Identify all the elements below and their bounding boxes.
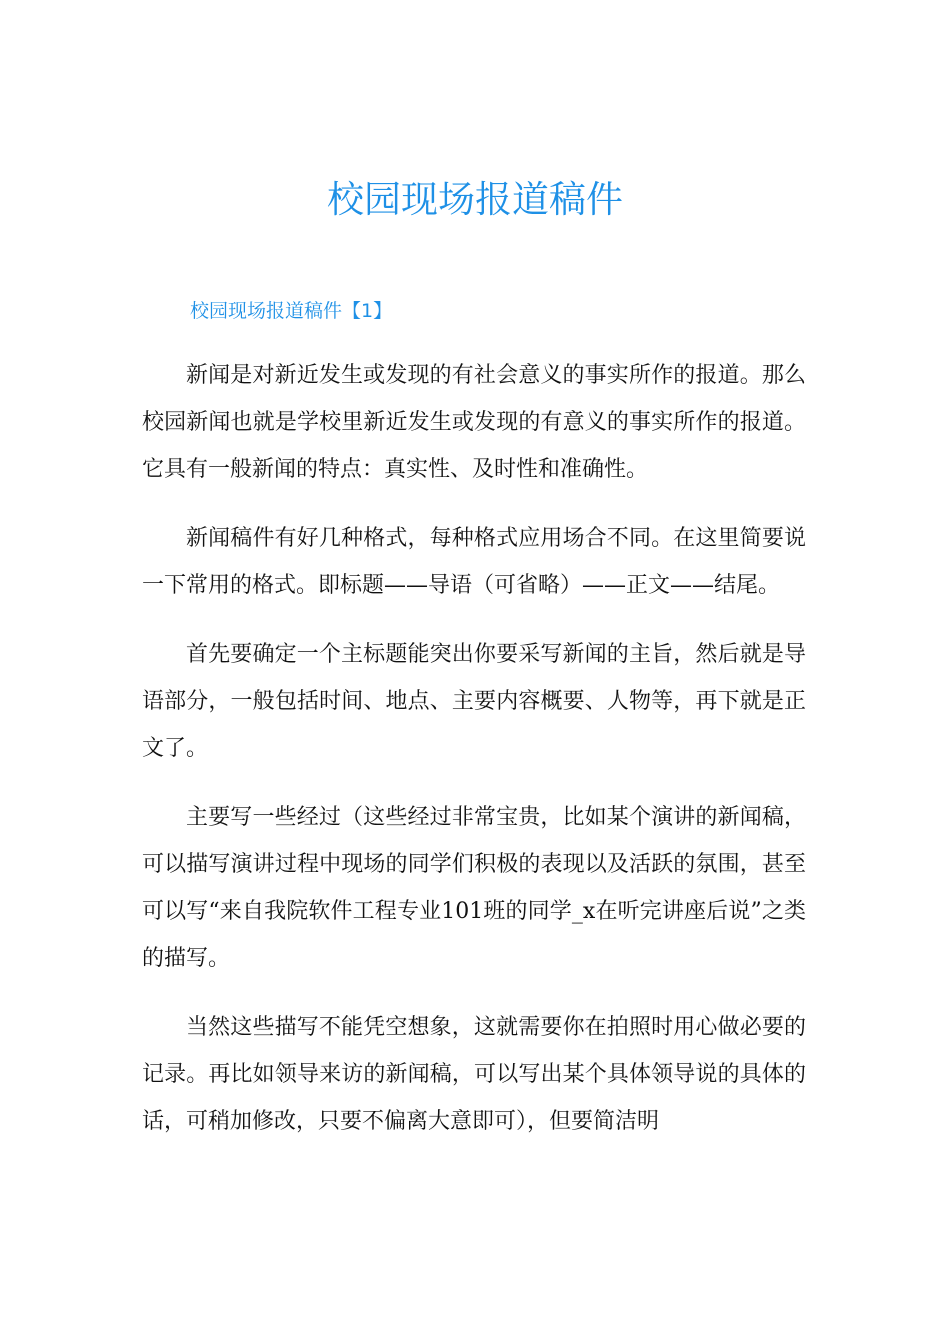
document-title: 校园现场报道稿件 bbox=[327, 178, 623, 221]
paragraph: 新闻是对新近发生或发现的有社会意义的事实所作的报道。那么校园新闻也就是学校里新近发生或发现的有意义的事实所作的报道。它具有一般新闻的特点：真实性、及时性和准确性。 bbox=[142, 363, 806, 482]
paragraph: 新闻稿件有好几种格式，每种格式应用场合不同。在这里简要说一下常用的格式。即标题——导语（可省略）——正文——结尾。 bbox=[142, 526, 806, 598]
paragraph: 主要写一些经过（这些经过非常宝贵，比如某个演讲的新闻稿，可以描写演讲过程中现场的同学们积极的表现以及活跃的氛围，甚至可以写“来自我院软件工程专业101班的同学_x在听完讲座后说”之类的描写。 bbox=[142, 805, 806, 971]
paragraph: 首先要确定一个主标题能突出你要采写新闻的主旨，然后就是导语部分，一般包括时间、地点、主要内容概要、人物等，再下就是正文了。 bbox=[142, 642, 806, 761]
section-heading: 校园现场报道稿件【1】 bbox=[190, 300, 393, 322]
paragraph: 当然这些描写不能凭空想象，这就需要你在拍照时用心做必要的记录。再比如领导来访的新闻稿，可以写出某个具体领导说的具体的话，可稍加修改，只要不偏离大意即可），但要简洁明 bbox=[142, 1015, 806, 1134]
document-body bbox=[142, 352, 806, 1167]
